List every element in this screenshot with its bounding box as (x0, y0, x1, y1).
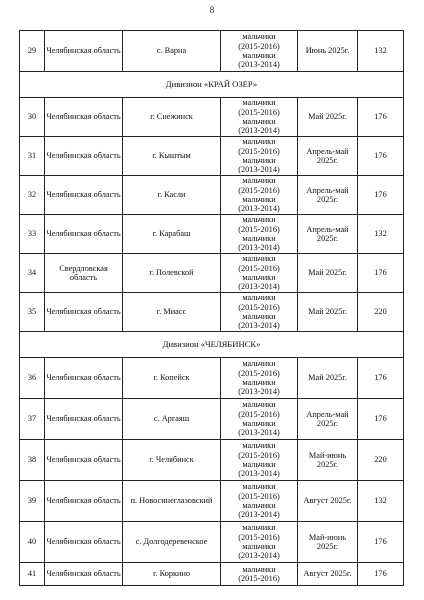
city-cell: с. Варна (123, 31, 221, 72)
region-cell: Челябинская область (45, 98, 123, 137)
tournament-schedule-table (19, 30, 404, 586)
region-cell: Челябинская область (45, 399, 123, 440)
row-number-cell: 34 (20, 254, 45, 293)
age-groups-cell (221, 522, 298, 563)
region-cell: Челябинская область (45, 522, 123, 563)
row-number-cell: 36 (20, 358, 45, 399)
date-cell: Май-июнь 2025г. (298, 440, 358, 481)
city-cell: г. Миасс (123, 293, 221, 332)
age-group-line: мальчики (242, 98, 276, 108)
age-group-line: мальчики (242, 156, 276, 165)
age-group-line: (2015-2016) (238, 532, 280, 542)
city-cell: г. Снежинск (123, 98, 221, 137)
row-number-cell: 39 (20, 481, 45, 522)
row-number-cell: 33 (20, 215, 45, 254)
date-cell: Апрель-май 2025г. (298, 176, 358, 215)
age-groups-cell (221, 440, 298, 481)
participants-count-cell: 176 (358, 137, 404, 176)
city-cell: г. Касли (123, 176, 221, 215)
date-cell: Май 2025г. (298, 98, 358, 137)
age-group-line: (2013-2014) (238, 428, 280, 438)
age-group-line: мальчики (242, 215, 276, 225)
age-group-line: (2015-2016) (238, 409, 280, 419)
age-groups-cell (221, 254, 298, 293)
division-title: Дивизион «КРАЙ ОЗЕР» (20, 72, 404, 98)
region-cell: Челябинская область (45, 215, 123, 254)
age-group-line: (2013-2014) (238, 387, 280, 397)
age-group-line: мальчики (242, 195, 276, 204)
table-row (20, 31, 404, 72)
participants-count-cell: 220 (358, 440, 404, 481)
participants-count-cell: 176 (358, 522, 404, 563)
city-cell: п. Новосинеглазовский (123, 481, 221, 522)
age-group-line: (2015-2016) (238, 368, 280, 378)
table-row (20, 563, 404, 586)
region-cell: Челябинская область (45, 358, 123, 399)
age-group-line: мальчики (242, 117, 276, 126)
age-groups-cell (221, 176, 298, 215)
participants-count-cell: 176 (358, 98, 404, 137)
age-group-line: мальчики (242, 378, 276, 387)
row-number-cell: 35 (20, 293, 45, 332)
city-cell: г. Карабаш (123, 215, 221, 254)
age-group-line: мальчики (242, 441, 276, 451)
age-groups-cell (221, 563, 298, 586)
age-group-line: мальчики (242, 273, 276, 282)
age-group-line: мальчики (242, 234, 276, 243)
age-group-line: (2015-2016) (238, 41, 280, 51)
age-group-line: (2015-2016) (238, 574, 280, 583)
age-group-line: мальчики (242, 293, 276, 303)
date-cell: Апрель-май 2025г. (298, 399, 358, 440)
region-cell: Челябинская область (45, 293, 123, 332)
age-groups-cell (221, 399, 298, 440)
division-header-row (20, 332, 404, 358)
date-cell: Апрель-май 2025г. (298, 215, 358, 254)
table-row (20, 98, 404, 137)
age-group-line: мальчики (242, 176, 276, 186)
age-groups-cell (221, 98, 298, 137)
age-groups-cell (221, 31, 298, 72)
age-group-line: (2015-2016) (238, 224, 280, 234)
age-group-line: (2013-2014) (238, 243, 280, 253)
age-group-line: мальчики (242, 312, 276, 321)
row-number-cell: 30 (20, 98, 45, 137)
date-cell: Август 2025г. (298, 481, 358, 522)
row-number-cell: 31 (20, 137, 45, 176)
date-cell: Май 2025г. (298, 293, 358, 332)
age-group-line: (2015-2016) (238, 302, 280, 312)
table-row (20, 358, 404, 399)
table-row (20, 215, 404, 254)
table-row (20, 481, 404, 522)
table-row (20, 440, 404, 481)
date-cell: Май-июнь 2025г. (298, 522, 358, 563)
age-group-line: мальчики (242, 564, 276, 574)
age-group-line: (2013-2014) (238, 321, 280, 331)
participants-count-cell: 176 (358, 358, 404, 399)
age-groups-cell (221, 137, 298, 176)
table-row (20, 293, 404, 332)
division-header-row (20, 72, 404, 98)
age-group-line: мальчики (242, 254, 276, 264)
age-group-line: мальчики (242, 542, 276, 551)
age-group-line: мальчики (242, 460, 276, 469)
participants-count-cell: 176 (358, 176, 404, 215)
table-row (20, 254, 404, 293)
city-cell: г. Кыштым (123, 137, 221, 176)
city-cell: г. Копейск (123, 358, 221, 399)
city-cell: с. Аргаяш (123, 399, 221, 440)
age-group-line: (2015-2016) (238, 491, 280, 501)
participants-count-cell: 220 (358, 293, 404, 332)
age-group-line: мальчики (242, 359, 276, 369)
participants-count-cell: 176 (358, 563, 404, 586)
age-groups-cell (221, 481, 298, 522)
age-group-line: мальчики (242, 482, 276, 492)
age-group-line: (2013-2014) (238, 60, 280, 70)
row-number-cell: 38 (20, 440, 45, 481)
table-row (20, 399, 404, 440)
table-row (20, 137, 404, 176)
table-row (20, 522, 404, 563)
age-group-line: мальчики (242, 501, 276, 510)
age-group-line: мальчики (242, 51, 276, 60)
age-group-line: мальчики (242, 419, 276, 428)
age-group-line: мальчики (242, 137, 276, 147)
participants-count-cell: 132 (358, 215, 404, 254)
region-cell: Свердловская область (45, 254, 123, 293)
city-cell: г. Коркино (123, 563, 221, 586)
age-group-line: мальчики (242, 32, 276, 42)
region-cell: Челябинская область (45, 481, 123, 522)
table-row (20, 176, 404, 215)
participants-count-cell: 176 (358, 399, 404, 440)
age-group-line: (2015-2016) (238, 185, 280, 195)
row-number-cell: 32 (20, 176, 45, 215)
page-number: 8 (209, 5, 215, 15)
date-cell: Апрель-май 2025г. (298, 137, 358, 176)
region-cell: Челябинская область (45, 563, 123, 586)
age-group-line: (2013-2014) (238, 469, 280, 479)
region-cell: Челябинская область (45, 137, 123, 176)
row-number-cell: 37 (20, 399, 45, 440)
city-cell: г. Полевской (123, 254, 221, 293)
age-group-line: (2015-2016) (238, 107, 280, 117)
participants-count-cell: 132 (358, 481, 404, 522)
region-cell: Челябинская область (45, 440, 123, 481)
age-group-line: мальчики (242, 523, 276, 533)
age-group-line: (2013-2014) (238, 282, 280, 292)
row-number-cell: 40 (20, 522, 45, 563)
age-groups-cell (221, 293, 298, 332)
age-groups-cell (221, 358, 298, 399)
participants-count-cell: 176 (358, 254, 404, 293)
region-cell: Челябинская область (45, 176, 123, 215)
age-group-line: (2015-2016) (238, 263, 280, 273)
age-group-line: (2013-2014) (238, 204, 280, 214)
row-number-cell: 29 (20, 31, 45, 72)
city-cell: с. Долгодеревенское (123, 522, 221, 563)
age-group-line: (2015-2016) (238, 146, 280, 156)
city-cell: г. Челябинск (123, 440, 221, 481)
age-groups-cell (221, 215, 298, 254)
age-group-line: (2013-2014) (238, 551, 280, 561)
row-number-cell: 41 (20, 563, 45, 586)
age-group-line: (2013-2014) (238, 126, 280, 136)
age-group-line: (2013-2014) (238, 510, 280, 520)
date-cell: Июнь 2025г. (298, 31, 358, 72)
date-cell: Май 2025г. (298, 254, 358, 293)
participants-count-cell: 132 (358, 31, 404, 72)
age-group-line: (2015-2016) (238, 450, 280, 460)
schedule-body (20, 31, 404, 586)
region-cell: Челябинская область (45, 31, 123, 72)
date-cell: Май 2025г. (298, 358, 358, 399)
division-title: Дивизион «ЧЕЛЯБИНСК» (20, 332, 404, 358)
age-group-line: (2013-2014) (238, 165, 280, 175)
date-cell: Август 2025г. (298, 563, 358, 586)
age-group-line: мальчики (242, 400, 276, 410)
